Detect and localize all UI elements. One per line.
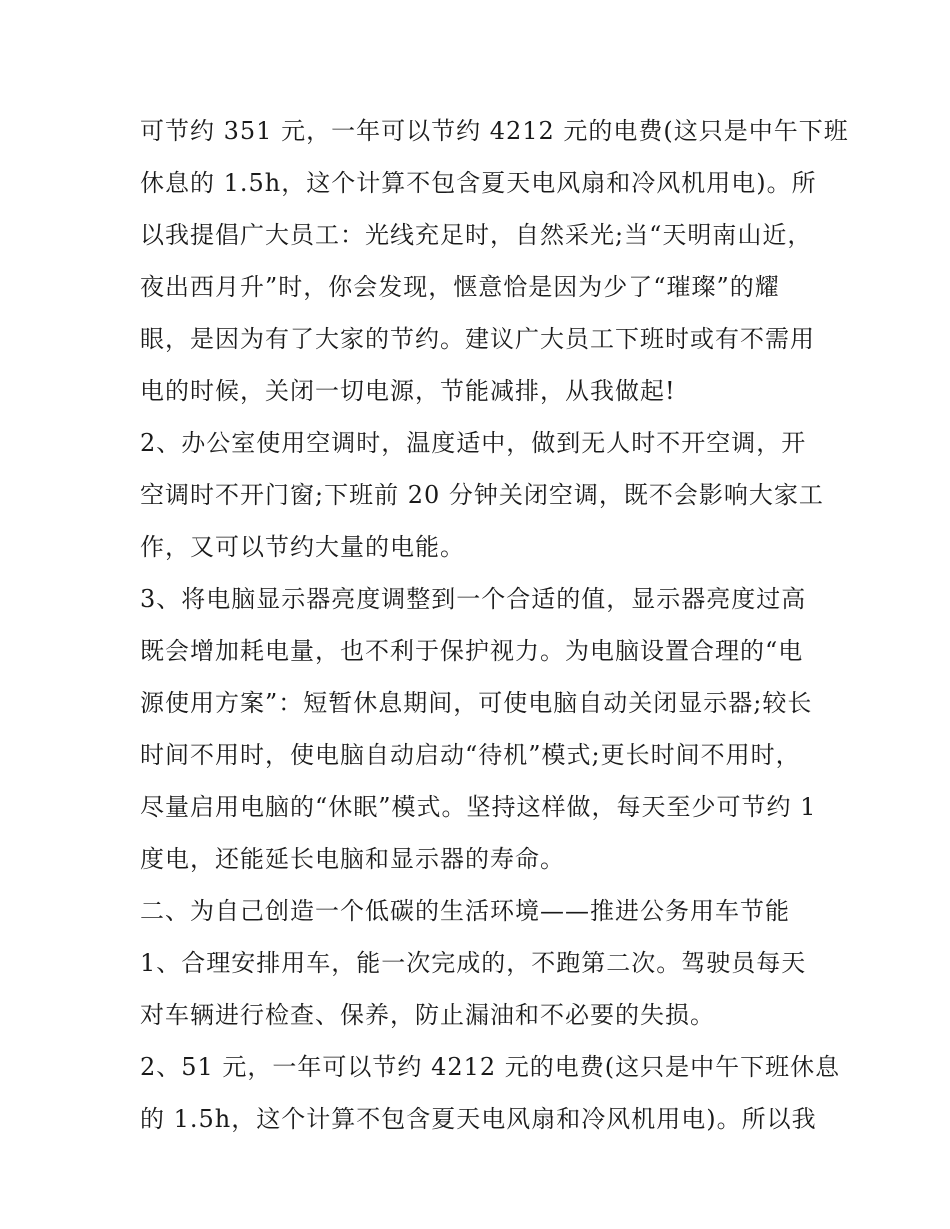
text-line: 源使用方案”：短暂休息期间，可使电脑自动关闭显示器;较长 — [140, 689, 813, 717]
text-line: 3、将电脑显示器亮度调整到一个合适的值，显示器亮度过高 — [140, 585, 807, 613]
text-line: 2、办公室使用空调时，温度适中，做到无人时不开空调，开 — [140, 429, 807, 457]
text-line: 既会增加耗电量，也不利于保护视力。为电脑设置合理的“电 — [140, 637, 804, 665]
text-line: 时间不用时，使电脑自动启动“待机”模式;更长时间不用时， — [140, 741, 801, 769]
text-line: 的 1.5h，这个计算不包含夏天电风扇和冷风机用电)。所以我 — [140, 1105, 817, 1133]
text-line: 夜出西月升”时，你会发现，惬意恰是因为少了“璀璨”的耀 — [140, 273, 780, 301]
text-line: 以我提倡广大员工：光线充足时，自然采光;当“天明南山近， — [140, 221, 813, 249]
section-heading: 二、为自己创造一个低碳的生活环境——推进公务用车节能 — [140, 897, 790, 925]
text-line: 尽量启用电脑的“休眠”模式。坚持这样做，每天至少可节约 1 — [140, 793, 817, 821]
text-line: 休息的 1.5h，这个计算不包含夏天电风扇和冷风机用电)。所 — [140, 169, 817, 197]
text-line: 空调时不开门窗;下班前 20 分钟关闭空调，既不会影响大家工 — [140, 481, 824, 509]
text-line: 可节约 351 元，一年可以节约 4212 元的电费(这只是中午下班 — [140, 117, 849, 145]
text-line: 作，又可以节约大量的电能。 — [140, 533, 465, 561]
text-line: 电的时候，关闭一切电源，节能减排，从我做起! — [140, 377, 676, 405]
text-line: 度电，还能延长电脑和显示器的寿命。 — [140, 845, 565, 873]
text-line: 2、51 元，一年可以节约 4212 元的电费(这只是中午下班休息 — [140, 1053, 841, 1081]
text-line: 对车辆进行检查、保养，防止漏油和不必要的失损。 — [140, 1001, 715, 1029]
text-line: 眼，是因为有了大家的节约。建议广大员工下班时或有不需用 — [140, 325, 815, 353]
document-body — [140, 105, 849, 1145]
text-line: 1、合理安排用车，能一次完成的，不跑第二次。驾驶员每天 — [140, 949, 807, 977]
